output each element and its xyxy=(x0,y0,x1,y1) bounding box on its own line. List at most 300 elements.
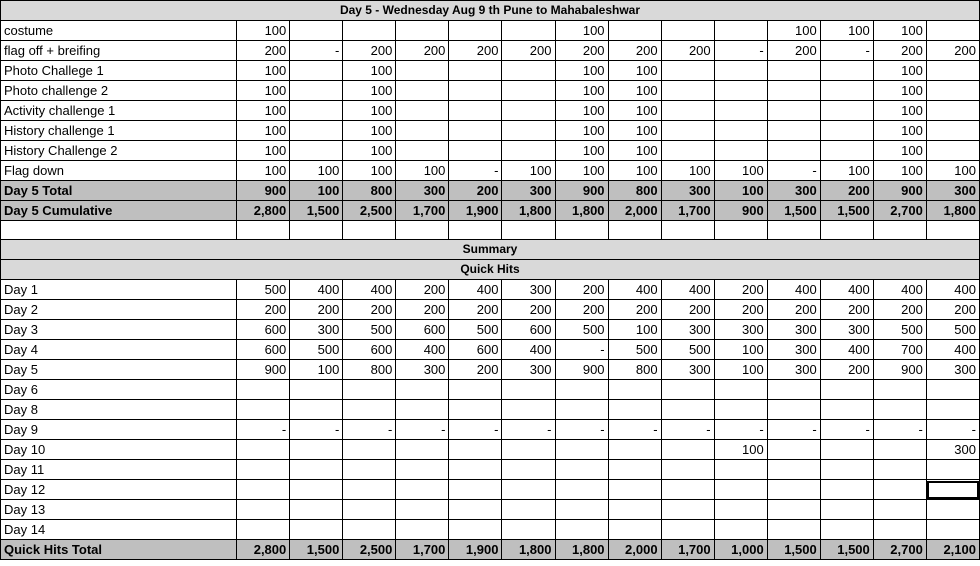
value-cell[interactable] xyxy=(714,141,767,161)
value-cell[interactable] xyxy=(290,460,343,480)
value-cell[interactable]: - xyxy=(926,420,979,440)
value-cell[interactable] xyxy=(820,400,873,420)
value-cell[interactable] xyxy=(873,440,926,460)
value-cell[interactable]: 2,700 xyxy=(873,201,926,221)
value-cell[interactable]: 1,000 xyxy=(714,540,767,560)
value-cell[interactable] xyxy=(873,500,926,520)
empty-cell[interactable] xyxy=(661,221,714,240)
value-cell[interactable] xyxy=(661,81,714,101)
value-cell[interactable] xyxy=(396,440,449,460)
value-cell[interactable]: 900 xyxy=(873,360,926,380)
value-cell[interactable] xyxy=(396,61,449,81)
value-cell[interactable]: 400 xyxy=(926,340,979,360)
empty-cell[interactable] xyxy=(502,221,555,240)
value-cell[interactable] xyxy=(449,61,502,81)
quick-hits-title[interactable]: Quick Hits xyxy=(1,260,980,280)
empty-cell[interactable] xyxy=(926,221,979,240)
value-cell[interactable] xyxy=(502,81,555,101)
value-cell[interactable]: 400 xyxy=(767,280,820,300)
value-cell[interactable]: 300 xyxy=(661,320,714,340)
value-cell[interactable]: 900 xyxy=(555,181,608,201)
value-cell[interactable]: 800 xyxy=(608,181,661,201)
value-cell[interactable]: 100 xyxy=(873,61,926,81)
value-cell[interactable] xyxy=(767,400,820,420)
value-cell[interactable] xyxy=(767,101,820,121)
value-cell[interactable] xyxy=(608,520,661,540)
value-cell[interactable] xyxy=(608,480,661,500)
value-cell[interactable]: 1,500 xyxy=(767,540,820,560)
value-cell[interactable] xyxy=(820,520,873,540)
value-cell[interactable]: 100 xyxy=(820,161,873,181)
value-cell[interactable] xyxy=(237,480,290,500)
row-label-cell[interactable]: Flag down xyxy=(1,161,237,181)
empty-cell[interactable] xyxy=(714,221,767,240)
value-cell[interactable] xyxy=(926,21,979,41)
summary-title[interactable]: Summary xyxy=(1,240,980,260)
value-cell[interactable]: - xyxy=(555,420,608,440)
value-cell[interactable]: - xyxy=(767,161,820,181)
value-cell[interactable] xyxy=(820,101,873,121)
value-cell[interactable]: 200 xyxy=(290,300,343,320)
value-cell[interactable] xyxy=(661,101,714,121)
value-cell[interactable]: 200 xyxy=(449,360,502,380)
value-cell[interactable]: 100 xyxy=(555,101,608,121)
value-cell[interactable] xyxy=(502,61,555,81)
value-cell[interactable]: 100 xyxy=(237,21,290,41)
value-cell[interactable]: 200 xyxy=(820,360,873,380)
value-cell[interactable] xyxy=(608,500,661,520)
value-cell[interactable] xyxy=(396,460,449,480)
value-cell[interactable] xyxy=(714,520,767,540)
value-cell[interactable] xyxy=(502,141,555,161)
value-cell[interactable] xyxy=(237,460,290,480)
value-cell[interactable] xyxy=(661,480,714,500)
value-cell[interactable] xyxy=(661,141,714,161)
value-cell[interactable] xyxy=(396,101,449,121)
value-cell[interactable] xyxy=(820,81,873,101)
value-cell[interactable]: 200 xyxy=(608,41,661,61)
value-cell[interactable]: 600 xyxy=(396,320,449,340)
value-cell[interactable]: 1,900 xyxy=(449,201,502,221)
value-cell[interactable]: 400 xyxy=(343,280,396,300)
value-cell[interactable] xyxy=(502,121,555,141)
value-cell[interactable]: 100 xyxy=(608,320,661,340)
value-cell[interactable]: 600 xyxy=(237,320,290,340)
value-cell[interactable] xyxy=(290,400,343,420)
value-cell[interactable]: 100 xyxy=(343,61,396,81)
empty-cell[interactable] xyxy=(343,221,396,240)
value-cell[interactable]: 100 xyxy=(873,81,926,101)
value-cell[interactable] xyxy=(714,380,767,400)
value-cell[interactable] xyxy=(237,500,290,520)
value-cell[interactable] xyxy=(502,440,555,460)
value-cell[interactable]: 300 xyxy=(290,320,343,340)
value-cell[interactable] xyxy=(820,460,873,480)
value-cell[interactable]: 100 xyxy=(502,161,555,181)
value-cell[interactable]: 1,800 xyxy=(502,201,555,221)
row-label-cell[interactable]: Quick Hits Total xyxy=(1,540,237,560)
value-cell[interactable]: 1,500 xyxy=(290,540,343,560)
value-cell[interactable]: 100 xyxy=(873,101,926,121)
value-cell[interactable] xyxy=(502,480,555,500)
value-cell[interactable] xyxy=(449,141,502,161)
value-cell[interactable]: - xyxy=(343,420,396,440)
value-cell[interactable]: 300 xyxy=(714,320,767,340)
value-cell[interactable]: 2,800 xyxy=(237,540,290,560)
row-label-cell[interactable]: Activity challenge 1 xyxy=(1,101,237,121)
value-cell[interactable] xyxy=(820,141,873,161)
value-cell[interactable] xyxy=(767,61,820,81)
value-cell[interactable]: 300 xyxy=(926,360,979,380)
value-cell[interactable]: 2,700 xyxy=(873,540,926,560)
empty-cell[interactable] xyxy=(820,221,873,240)
value-cell[interactable] xyxy=(820,61,873,81)
value-cell[interactable] xyxy=(502,460,555,480)
value-cell[interactable]: 500 xyxy=(926,320,979,340)
value-cell[interactable] xyxy=(555,480,608,500)
value-cell[interactable]: 100 xyxy=(608,81,661,101)
value-cell[interactable] xyxy=(290,380,343,400)
row-label-cell[interactable]: Day 1 xyxy=(1,280,237,300)
value-cell[interactable]: 100 xyxy=(237,81,290,101)
value-cell[interactable] xyxy=(661,121,714,141)
value-cell[interactable]: 100 xyxy=(343,161,396,181)
value-cell[interactable]: 2,000 xyxy=(608,540,661,560)
row-label-cell[interactable]: Day 5 xyxy=(1,360,237,380)
value-cell[interactable] xyxy=(873,380,926,400)
value-cell[interactable]: 200 xyxy=(714,300,767,320)
value-cell[interactable]: 2,000 xyxy=(608,201,661,221)
empty-cell[interactable] xyxy=(767,221,820,240)
value-cell[interactable] xyxy=(502,520,555,540)
value-cell[interactable]: 100 xyxy=(608,121,661,141)
value-cell[interactable] xyxy=(396,141,449,161)
value-cell[interactable]: 1,800 xyxy=(926,201,979,221)
value-cell[interactable] xyxy=(449,400,502,420)
value-cell[interactable]: 1,500 xyxy=(820,201,873,221)
value-cell[interactable] xyxy=(502,21,555,41)
value-cell[interactable]: 100 xyxy=(290,161,343,181)
value-cell[interactable]: - xyxy=(449,161,502,181)
value-cell[interactable]: 200 xyxy=(502,300,555,320)
row-label-cell[interactable]: Photo challenge 2 xyxy=(1,81,237,101)
value-cell[interactable] xyxy=(926,480,979,500)
value-cell[interactable]: 200 xyxy=(237,41,290,61)
empty-cell[interactable] xyxy=(873,221,926,240)
value-cell[interactable]: 200 xyxy=(767,41,820,61)
value-cell[interactable]: 900 xyxy=(237,360,290,380)
value-cell[interactable] xyxy=(767,141,820,161)
value-cell[interactable] xyxy=(926,141,979,161)
value-cell[interactable] xyxy=(343,460,396,480)
value-cell[interactable]: 300 xyxy=(820,320,873,340)
value-cell[interactable] xyxy=(661,21,714,41)
value-cell[interactable]: 100 xyxy=(820,21,873,41)
value-cell[interactable]: 1,800 xyxy=(555,201,608,221)
value-cell[interactable] xyxy=(502,101,555,121)
value-cell[interactable]: 600 xyxy=(449,340,502,360)
value-cell[interactable]: 1,500 xyxy=(820,540,873,560)
value-cell[interactable]: 100 xyxy=(290,181,343,201)
value-cell[interactable]: 200 xyxy=(767,300,820,320)
value-cell[interactable]: 100 xyxy=(237,141,290,161)
value-cell[interactable]: 1,700 xyxy=(396,540,449,560)
value-cell[interactable] xyxy=(608,440,661,460)
value-cell[interactable] xyxy=(661,61,714,81)
value-cell[interactable]: 100 xyxy=(555,161,608,181)
value-cell[interactable] xyxy=(820,500,873,520)
value-cell[interactable]: 100 xyxy=(555,81,608,101)
value-cell[interactable]: 300 xyxy=(926,181,979,201)
value-cell[interactable]: 1,700 xyxy=(396,201,449,221)
value-cell[interactable]: 400 xyxy=(290,280,343,300)
value-cell[interactable]: 800 xyxy=(343,181,396,201)
value-cell[interactable] xyxy=(290,81,343,101)
empty-cell[interactable] xyxy=(237,221,290,240)
value-cell[interactable]: 2,800 xyxy=(237,201,290,221)
value-cell[interactable] xyxy=(555,400,608,420)
value-cell[interactable]: 300 xyxy=(767,340,820,360)
value-cell[interactable] xyxy=(926,500,979,520)
value-cell[interactable] xyxy=(608,21,661,41)
value-cell[interactable]: 100 xyxy=(608,141,661,161)
value-cell[interactable] xyxy=(714,81,767,101)
value-cell[interactable] xyxy=(343,500,396,520)
value-cell[interactable]: 100 xyxy=(555,21,608,41)
value-cell[interactable]: 100 xyxy=(343,81,396,101)
value-cell[interactable] xyxy=(767,380,820,400)
value-cell[interactable] xyxy=(237,440,290,460)
value-cell[interactable] xyxy=(873,460,926,480)
value-cell[interactable]: 2,100 xyxy=(926,540,979,560)
row-label-cell[interactable]: Photo Challege 1 xyxy=(1,61,237,81)
value-cell[interactable]: - xyxy=(502,420,555,440)
row-label-cell[interactable]: Day 11 xyxy=(1,460,237,480)
value-cell[interactable]: 400 xyxy=(608,280,661,300)
value-cell[interactable] xyxy=(820,480,873,500)
value-cell[interactable]: 100 xyxy=(343,101,396,121)
value-cell[interactable]: 100 xyxy=(237,101,290,121)
value-cell[interactable]: 2,500 xyxy=(343,201,396,221)
value-cell[interactable]: - xyxy=(555,340,608,360)
value-cell[interactable] xyxy=(290,101,343,121)
value-cell[interactable] xyxy=(290,141,343,161)
value-cell[interactable] xyxy=(396,380,449,400)
value-cell[interactable] xyxy=(396,480,449,500)
value-cell[interactable]: 2,500 xyxy=(343,540,396,560)
value-cell[interactable] xyxy=(290,21,343,41)
value-cell[interactable]: 300 xyxy=(661,181,714,201)
value-cell[interactable]: 100 xyxy=(237,161,290,181)
value-cell[interactable] xyxy=(290,61,343,81)
row-label-cell[interactable]: Day 14 xyxy=(1,520,237,540)
value-cell[interactable] xyxy=(290,500,343,520)
value-cell[interactable] xyxy=(926,101,979,121)
value-cell[interactable] xyxy=(820,440,873,460)
row-label-cell[interactable]: Day 2 xyxy=(1,300,237,320)
row-label-cell[interactable]: Day 4 xyxy=(1,340,237,360)
value-cell[interactable]: 200 xyxy=(820,181,873,201)
value-cell[interactable]: 100 xyxy=(714,161,767,181)
row-label-cell[interactable]: Day 3 xyxy=(1,320,237,340)
value-cell[interactable]: 100 xyxy=(926,161,979,181)
value-cell[interactable]: 200 xyxy=(873,300,926,320)
value-cell[interactable] xyxy=(502,500,555,520)
value-cell[interactable]: 100 xyxy=(767,21,820,41)
value-cell[interactable] xyxy=(608,400,661,420)
value-cell[interactable]: 200 xyxy=(396,300,449,320)
row-label-cell[interactable]: Day 6 xyxy=(1,380,237,400)
value-cell[interactable] xyxy=(820,380,873,400)
day5-header[interactable]: Day 5 - Wednesday Aug 9 th Pune to Mahabaleshwar xyxy=(1,1,980,21)
value-cell[interactable]: 500 xyxy=(237,280,290,300)
value-cell[interactable] xyxy=(396,500,449,520)
value-cell[interactable] xyxy=(290,520,343,540)
value-cell[interactable]: - xyxy=(396,420,449,440)
value-cell[interactable]: 100 xyxy=(714,340,767,360)
value-cell[interactable]: 200 xyxy=(820,300,873,320)
value-cell[interactable]: 500 xyxy=(449,320,502,340)
value-cell[interactable] xyxy=(608,460,661,480)
value-cell[interactable]: - xyxy=(873,420,926,440)
value-cell[interactable] xyxy=(714,480,767,500)
value-cell[interactable] xyxy=(767,460,820,480)
value-cell[interactable]: 500 xyxy=(608,340,661,360)
value-cell[interactable]: 200 xyxy=(502,41,555,61)
value-cell[interactable]: 200 xyxy=(661,300,714,320)
value-cell[interactable]: 100 xyxy=(608,161,661,181)
empty-cell[interactable] xyxy=(555,221,608,240)
value-cell[interactable]: 500 xyxy=(873,320,926,340)
value-cell[interactable] xyxy=(396,21,449,41)
value-cell[interactable] xyxy=(290,121,343,141)
value-cell[interactable]: 900 xyxy=(555,360,608,380)
value-cell[interactable] xyxy=(767,81,820,101)
value-cell[interactable] xyxy=(661,520,714,540)
value-cell[interactable]: 100 xyxy=(343,141,396,161)
value-cell[interactable]: 400 xyxy=(661,280,714,300)
value-cell[interactable]: 100 xyxy=(343,121,396,141)
value-cell[interactable]: 400 xyxy=(820,340,873,360)
value-cell[interactable]: 300 xyxy=(767,181,820,201)
value-cell[interactable]: 1,900 xyxy=(449,540,502,560)
value-cell[interactable] xyxy=(555,460,608,480)
value-cell[interactable]: 200 xyxy=(714,280,767,300)
value-cell[interactable]: 400 xyxy=(873,280,926,300)
value-cell[interactable] xyxy=(873,400,926,420)
value-cell[interactable] xyxy=(661,400,714,420)
value-cell[interactable] xyxy=(237,400,290,420)
value-cell[interactable]: 400 xyxy=(396,340,449,360)
value-cell[interactable]: 1,500 xyxy=(767,201,820,221)
value-cell[interactable] xyxy=(449,101,502,121)
value-cell[interactable] xyxy=(926,460,979,480)
value-cell[interactable]: 100 xyxy=(555,141,608,161)
value-cell[interactable]: 100 xyxy=(608,101,661,121)
value-cell[interactable] xyxy=(926,61,979,81)
value-cell[interactable]: - xyxy=(714,420,767,440)
value-cell[interactable]: 400 xyxy=(926,280,979,300)
value-cell[interactable]: 1,700 xyxy=(661,201,714,221)
value-cell[interactable]: 100 xyxy=(873,121,926,141)
value-cell[interactable] xyxy=(237,380,290,400)
value-cell[interactable]: 400 xyxy=(449,280,502,300)
value-cell[interactable]: 200 xyxy=(555,280,608,300)
row-label-cell[interactable]: Day 13 xyxy=(1,500,237,520)
value-cell[interactable] xyxy=(926,121,979,141)
value-cell[interactable] xyxy=(714,121,767,141)
value-cell[interactable]: 500 xyxy=(290,340,343,360)
value-cell[interactable] xyxy=(396,81,449,101)
value-cell[interactable] xyxy=(449,81,502,101)
value-cell[interactable]: 200 xyxy=(608,300,661,320)
value-cell[interactable] xyxy=(343,21,396,41)
value-cell[interactable] xyxy=(714,61,767,81)
value-cell[interactable] xyxy=(449,480,502,500)
value-cell[interactable]: 100 xyxy=(555,121,608,141)
value-cell[interactable]: 300 xyxy=(767,320,820,340)
value-cell[interactable] xyxy=(343,440,396,460)
value-cell[interactable]: 400 xyxy=(820,280,873,300)
value-cell[interactable] xyxy=(661,460,714,480)
value-cell[interactable]: 900 xyxy=(873,181,926,201)
value-cell[interactable]: 700 xyxy=(873,340,926,360)
value-cell[interactable] xyxy=(290,480,343,500)
value-cell[interactable]: 1,800 xyxy=(502,540,555,560)
value-cell[interactable] xyxy=(502,380,555,400)
value-cell[interactable]: 200 xyxy=(661,41,714,61)
value-cell[interactable] xyxy=(449,440,502,460)
value-cell[interactable] xyxy=(926,400,979,420)
value-cell[interactable]: - xyxy=(608,420,661,440)
value-cell[interactable]: 200 xyxy=(396,280,449,300)
value-cell[interactable]: 600 xyxy=(343,340,396,360)
value-cell[interactable]: 300 xyxy=(502,181,555,201)
value-cell[interactable]: 800 xyxy=(608,360,661,380)
value-cell[interactable] xyxy=(555,520,608,540)
value-cell[interactable] xyxy=(343,400,396,420)
value-cell[interactable] xyxy=(555,380,608,400)
value-cell[interactable]: 1,700 xyxy=(661,540,714,560)
value-cell[interactable] xyxy=(449,520,502,540)
value-cell[interactable]: 100 xyxy=(290,360,343,380)
value-cell[interactable] xyxy=(502,400,555,420)
value-cell[interactable] xyxy=(926,380,979,400)
row-label-cell[interactable]: flag off + breifing xyxy=(1,41,237,61)
row-label-cell[interactable]: Day 9 xyxy=(1,420,237,440)
value-cell[interactable]: 600 xyxy=(237,340,290,360)
value-cell[interactable] xyxy=(396,400,449,420)
value-cell[interactable] xyxy=(661,440,714,460)
row-label-cell[interactable]: Day 8 xyxy=(1,400,237,420)
value-cell[interactable] xyxy=(343,520,396,540)
value-cell[interactable]: 500 xyxy=(555,320,608,340)
empty-cell[interactable] xyxy=(290,221,343,240)
value-cell[interactable]: 200 xyxy=(343,300,396,320)
value-cell[interactable] xyxy=(449,21,502,41)
value-cell[interactable]: 300 xyxy=(767,360,820,380)
value-cell[interactable]: 200 xyxy=(926,41,979,61)
value-cell[interactable]: 100 xyxy=(555,61,608,81)
empty-cell[interactable] xyxy=(396,221,449,240)
value-cell[interactable] xyxy=(873,480,926,500)
value-cell[interactable] xyxy=(343,380,396,400)
value-cell[interactable]: 200 xyxy=(873,41,926,61)
row-label-cell[interactable]: Day 5 Cumulative xyxy=(1,201,237,221)
value-cell[interactable]: 1,500 xyxy=(290,201,343,221)
row-label-cell[interactable]: costume xyxy=(1,21,237,41)
value-cell[interactable]: - xyxy=(820,41,873,61)
